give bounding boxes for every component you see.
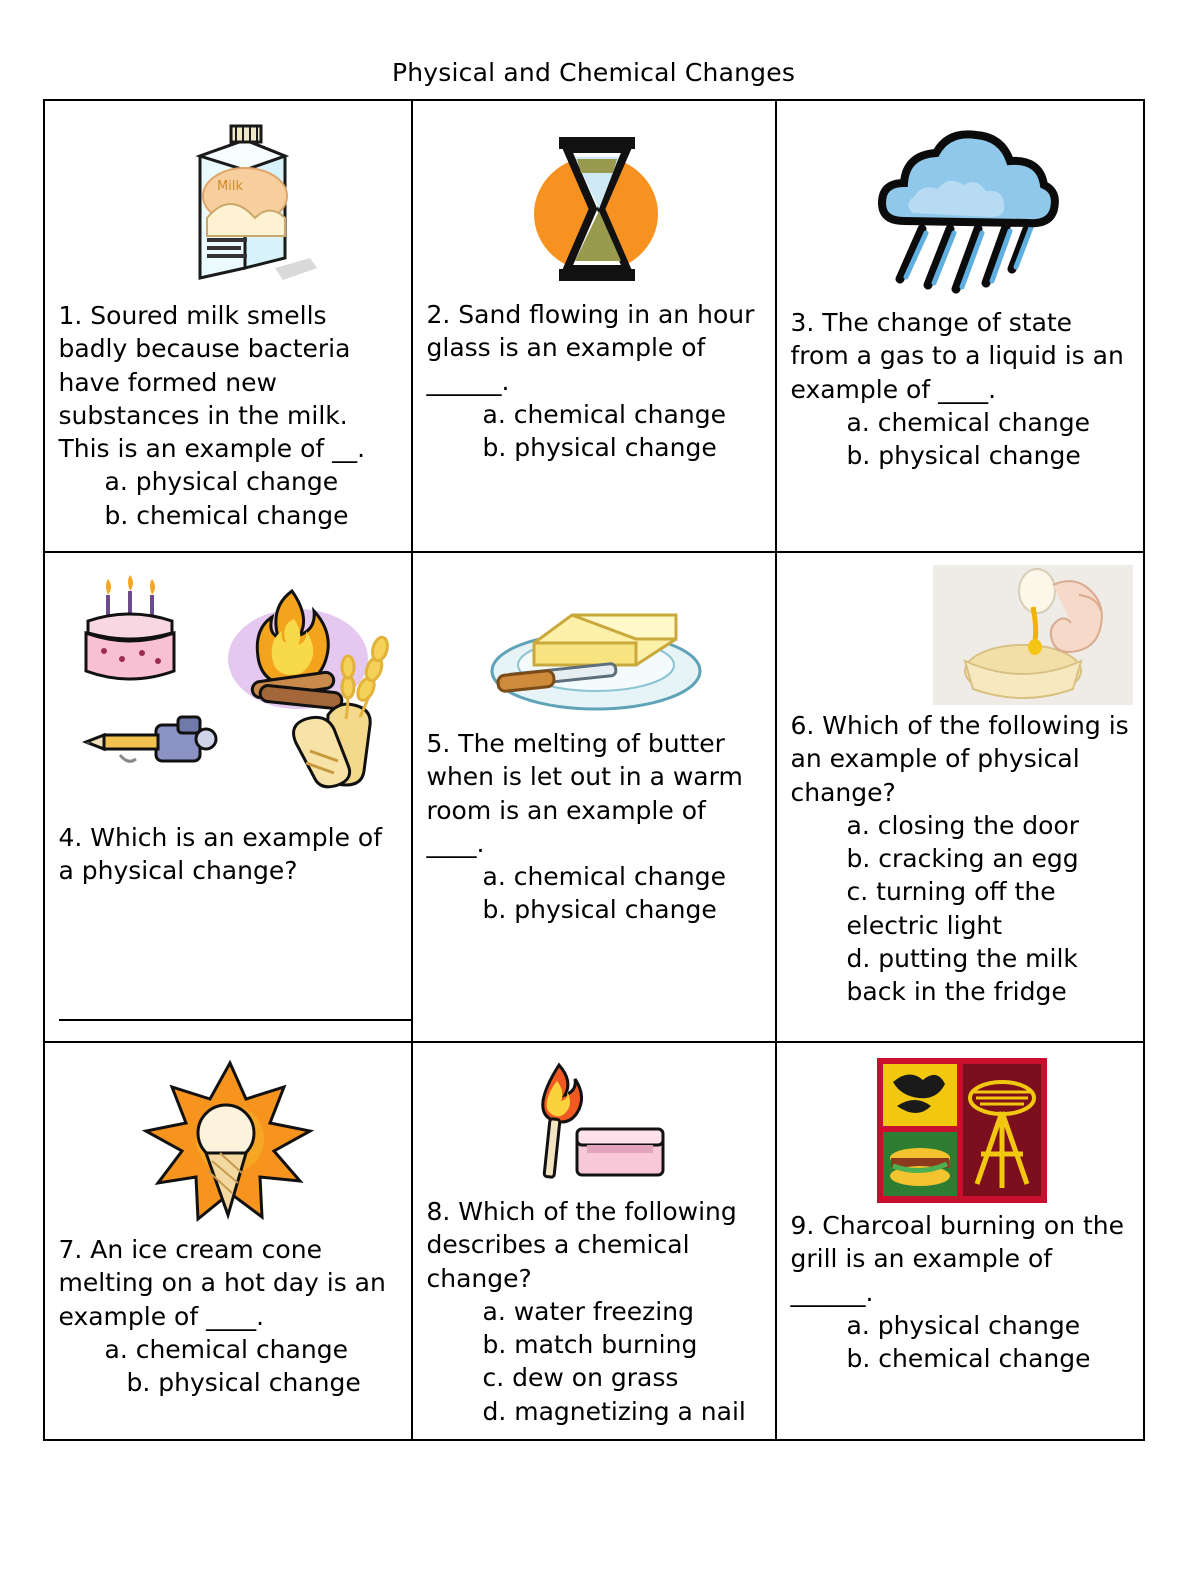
page-title: Physical and Chemical Changes [391, 58, 796, 87]
ice-cream-cone-sun-icon [59, 1059, 401, 1229]
question-text: 6. Which of the following is an example of physical change? [790, 711, 1129, 807]
question-cell-7 [45, 1043, 413, 1441]
choice-list [791, 809, 1133, 1009]
choice-list [791, 1309, 1133, 1376]
question-text: 9. Charcoal burning on the grill is an example of ______. [790, 1211, 1125, 1307]
question-text: 1. Soured milk smells badly because bacteria have formed new substances in the milk. This is an example of __. [58, 301, 366, 463]
milk-carton-icon [59, 115, 401, 295]
question-cell-5 [413, 553, 777, 1043]
question-cell-1 [45, 101, 413, 553]
butter-on-plate-icon [427, 573, 765, 723]
rain-cloud-icon [791, 117, 1133, 302]
choice-a[interactable]: a. chemical change [482, 862, 726, 891]
bbq-grill-icon [791, 1055, 1133, 1205]
choice-b[interactable]: b. cracking an egg [846, 844, 1079, 873]
choice-b[interactable]: b. chemical change [846, 1344, 1091, 1373]
answer-line[interactable] [59, 1019, 411, 1021]
worksheet-page [0, 58, 1187, 1594]
choice-a[interactable]: a. chemical change [482, 399, 726, 429]
question-text: 4. Which is an example of a physical change? [58, 823, 383, 886]
choice-list [427, 398, 765, 465]
choice-c[interactable]: c. dew on grass [482, 1363, 679, 1393]
hourglass-icon [427, 119, 765, 294]
choice-b[interactable]: b. physical change [482, 433, 717, 462]
choice-list [59, 1333, 401, 1400]
choice-a[interactable]: a. water freezing [482, 1296, 694, 1326]
choice-list [427, 1295, 765, 1428]
cracking-egg-icon [791, 565, 1145, 705]
choice-a[interactable]: a. closing the door [846, 810, 1080, 840]
choice-b[interactable]: b. physical change [126, 1368, 361, 1397]
choice-a[interactable]: a. chemical change [104, 1334, 348, 1364]
choice-c[interactable]: c. turning off the electric light [846, 877, 1056, 940]
choice-b[interactable]: b. physical change [846, 441, 1081, 470]
question-cell-8 [413, 1043, 777, 1441]
choice-d[interactable]: d. putting the milk back in the fridge [846, 943, 1078, 1006]
burning-match-icon [427, 1061, 765, 1191]
svg-text:Milk: Milk [216, 178, 243, 194]
question-cell-2 [413, 101, 777, 553]
question-grid [43, 99, 1145, 1441]
choice-a[interactable]: a. physical change [846, 1310, 1081, 1340]
question-text: 3. The change of state from a gas to a liquid is an example of ____. [790, 308, 1124, 404]
choice-b[interactable]: b. match burning [482, 1330, 698, 1359]
question-cell-4 [45, 553, 413, 1043]
choice-list [791, 406, 1133, 473]
question-text: 7. An ice cream cone melting on a hot day is an example of ____. [58, 1235, 386, 1331]
cake-campfire-sharpener-bread-icon [59, 567, 401, 817]
choice-b[interactable]: b. chemical change [104, 500, 349, 530]
choice-b[interactable]: b. physical change [482, 895, 717, 925]
choice-list [427, 860, 765, 927]
choice-a[interactable]: a. chemical change [846, 407, 1090, 437]
question-text: 8. Which of the following describes a chemical change? [426, 1197, 737, 1293]
choice-d[interactable]: d. magnetizing a nail [482, 1396, 746, 1426]
question-text: 2. Sand flowing in an hour glass is an example of ______. [426, 300, 755, 396]
choice-a[interactable]: a. physical change [104, 467, 339, 497]
question-text: 5. The melting of butter when is let out in a warm room is an example of ____. [426, 729, 743, 858]
question-cell-6 [777, 553, 1145, 1043]
choice-list [59, 465, 401, 532]
question-cell-9 [777, 1043, 1145, 1441]
question-cell-3 [777, 101, 1145, 553]
